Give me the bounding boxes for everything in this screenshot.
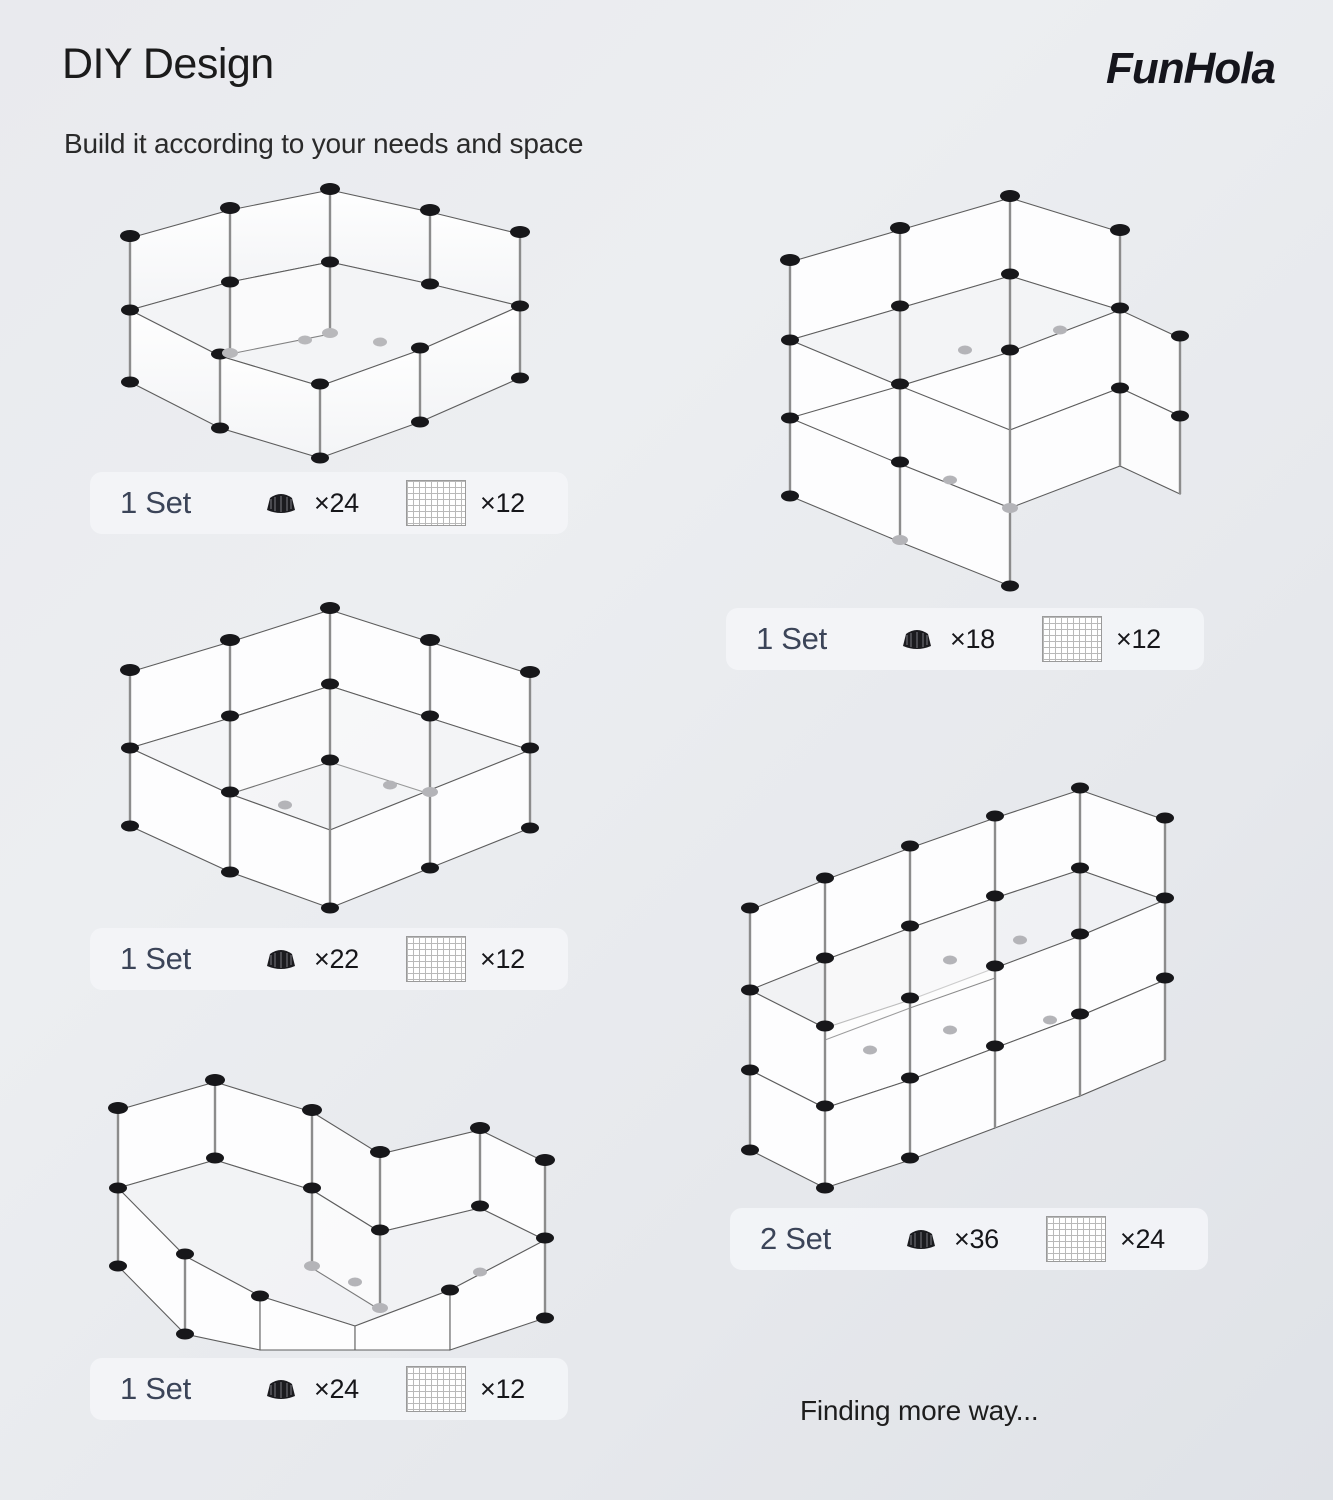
connector-spec-4 [262,1374,376,1405]
wire-panel-icon [1046,1216,1106,1262]
page-header [0,0,1333,190]
panel-spec-4 [406,1366,542,1412]
panel-qty-5: ×24 [1120,1223,1165,1254]
panel-qty-3: ×12 [480,943,525,974]
connector-qty-2: ×18 [950,623,995,654]
connector-icon [262,944,300,974]
footer-note: Finding more way... [800,1395,1039,1426]
pen-illustration-5 [720,760,1220,1190]
figure-single-layer-divided [90,590,568,920]
page-subtitle: Build it according to your needs and space [64,128,584,159]
connector-spec-5 [902,1224,1016,1255]
panel-spec-2 [1042,616,1178,662]
connector-icon [898,624,936,654]
connector-icon [262,1374,300,1404]
connector-qty-5: ×36 [954,1223,999,1254]
pen-illustration-3 [90,590,560,920]
connector-icon [262,488,300,518]
config-single-layer-divided [90,590,568,990]
spec-bar-3 [90,928,568,990]
figure-l-shaped-layout [90,1050,568,1350]
pen-illustration-2 [740,190,1210,590]
figure-large-two-level [720,760,1220,1190]
panel-qty-2: ×12 [1116,623,1161,654]
panel-spec-5 [1046,1216,1182,1262]
connector-qty-3: ×22 [314,943,359,974]
panel-spec-1 [406,480,542,526]
wire-panel-icon [406,1366,466,1412]
spec-bar-4 [90,1358,568,1420]
brand-logo: FunHola [1106,44,1275,93]
connector-qty-1: ×24 [314,487,359,518]
set-label-5: 2 Set [760,1221,831,1256]
wire-panel-icon [406,936,466,982]
set-label-4: 1 Set [120,1371,191,1406]
wire-panel-icon [406,480,466,526]
panel-qty-1: ×12 [480,487,525,518]
pen-illustration-1 [90,190,560,460]
spec-bar-5 [730,1208,1208,1270]
connector-spec-2 [898,624,1012,655]
set-label-2: 1 Set [756,621,827,656]
figure-single-layer-open-top [90,190,568,460]
set-label-1: 1 Set [120,485,191,520]
set-label-3: 1 Set [120,941,191,976]
panel-spec-3 [406,936,542,982]
config-single-layer-open-top [90,190,568,534]
figure-two-level-stacked [740,190,1210,590]
connector-spec-3 [262,944,376,975]
pen-illustration-4 [90,1050,560,1350]
config-large-two-level [720,760,1220,1270]
spec-bar-2 [726,608,1204,670]
page-title: DIY Design [62,40,274,88]
config-l-shaped-layout [90,1050,568,1420]
panel-qty-4: ×12 [480,1373,525,1404]
wire-panel-icon [1042,616,1102,662]
connector-icon [902,1224,940,1254]
connector-qty-4: ×24 [314,1373,359,1404]
connector-spec-1 [262,488,376,519]
spec-bar-1 [90,472,568,534]
config-two-level-stacked [740,190,1210,670]
